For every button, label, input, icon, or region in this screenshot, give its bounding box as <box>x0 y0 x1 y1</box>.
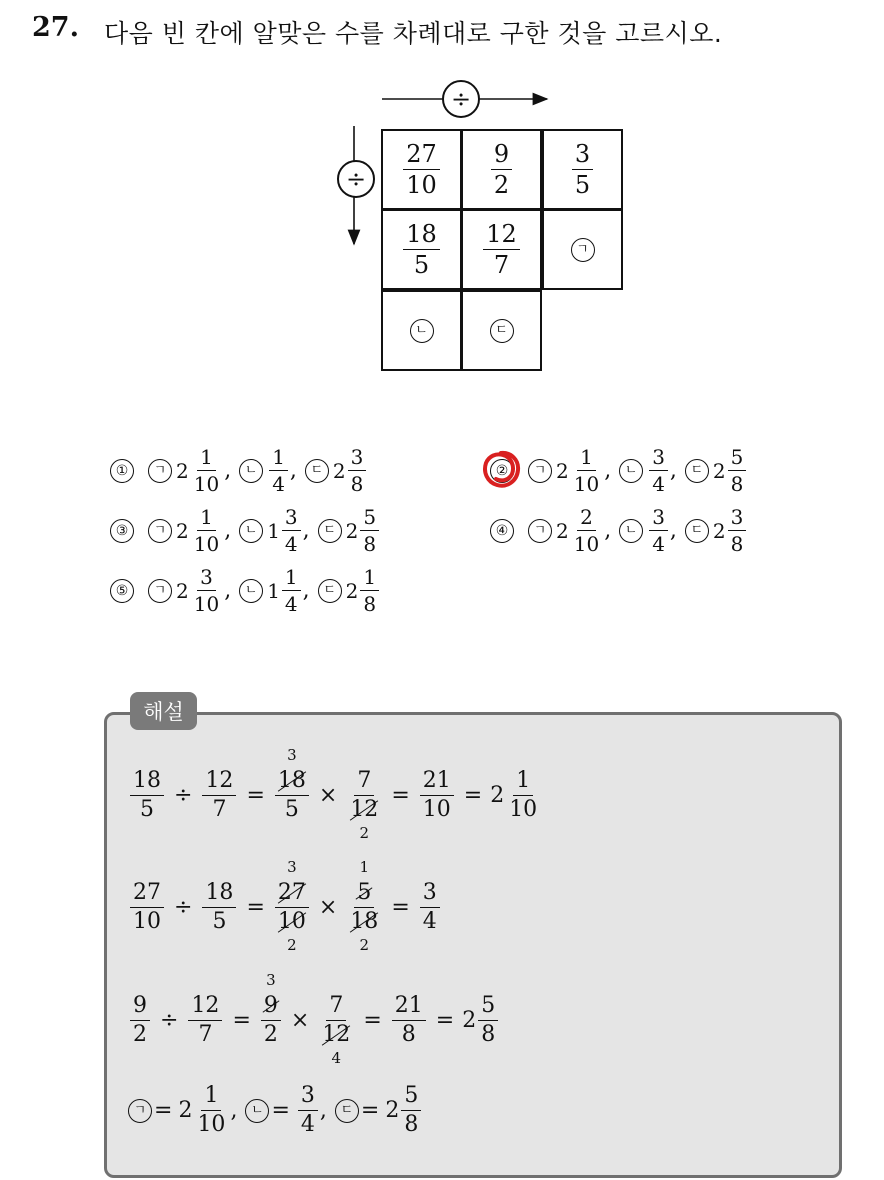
blank-label: ㄱ <box>528 519 552 543</box>
cell-r1c3: $\frac{3}{5}$ <box>542 129 623 210</box>
solution-label: 해설 <box>130 692 197 730</box>
option-number: ① <box>110 459 134 483</box>
solution-line-3: $\frac{9}{2}$ ÷ $\frac{12}{7}$ = 3 9 2 × 7 12 4 = $\frac{21}{8}$ = 2 $\frac{5}{8}$ <box>128 995 500 1046</box>
cell-blank-c <box>461 290 542 371</box>
blank-label: ㄷ <box>318 579 342 603</box>
option-5[interactable]: ⑤ ㄱ 2 $\frac{3}{10}$ , ㄴ 1 $\frac{1}{4}$ , ㄷ 2 $\frac{1}{8}$ <box>110 567 381 614</box>
blank-label: ㄷ <box>685 519 709 543</box>
option-2[interactable]: ② ㄱ 2 $\frac{1}{10}$ , ㄴ $\frac{3}{4}$ , ㄷ 2 $\frac{5}{8}$ <box>490 447 748 494</box>
blank-label: ㄴ <box>619 459 643 483</box>
cell-r1c1: $\frac{27}{10}$ <box>381 129 462 210</box>
solution-line-2: $\frac{27}{10}$ ÷ $\frac{18}{5}$ = 3 27 10 2 × 1 5 18 2 = $\frac{3}{4}$ <box>128 882 442 933</box>
blank-label: ㄷ <box>318 519 342 543</box>
solution-line-1: $\frac{18}{5}$ ÷ $\frac{12}{7}$ = 3 18 5 × 7 12 2 = $\frac{21}{10}$ = 2 $\frac{1}{10}$ <box>128 770 542 821</box>
mixed-number: 2 $\frac{5}{8}$ <box>346 507 381 554</box>
solution-final: ㄱ = 2 $\frac{1}{10}$ , ㄴ = $\frac{3}{4}$ , ㄷ = 2 $\frac{5}{8}$ <box>128 1085 423 1136</box>
mixed-number: 1 $\frac{1}{4}$ <box>267 567 302 614</box>
option-number: ④ <box>490 519 514 543</box>
option-number: ⑤ <box>110 579 134 603</box>
blank-label: ㄱ <box>528 459 552 483</box>
option-3[interactable]: ③ ㄱ 2 $\frac{1}{10}$ , ㄴ 1 $\frac{3}{4}$ , ㄷ 2 $\frac{5}{8}$ <box>110 507 381 554</box>
mixed-number: 2 $\frac{3}{10}$ <box>176 565 220 616</box>
blank-b-label: ㄴ <box>410 319 434 343</box>
question-number: 27. <box>32 12 79 43</box>
mixed-number: 2 $\frac{3}{8}$ <box>333 447 368 494</box>
blank-label: ㄴ <box>239 459 263 483</box>
option-number: ② <box>490 459 514 483</box>
blank-label: ㄴ <box>239 579 263 603</box>
horizontal-divide-icon: ÷ <box>442 80 480 118</box>
blank-label: ㄷ <box>305 459 329 483</box>
option-1[interactable]: ① ㄱ 2 $\frac{1}{10}$ , ㄴ $\frac{1}{4}$ , ㄷ 2 $\frac{3}{8}$ <box>110 447 368 494</box>
cell-blank-a <box>542 209 623 290</box>
cell-blank-b <box>381 290 462 371</box>
blank-label: ㄷ <box>685 459 709 483</box>
blank-a-label: ㄱ <box>571 238 595 262</box>
cell-r2c1: $\frac{18}{5}$ <box>381 209 462 290</box>
cell-r1c2: $\frac{9}{2}$ <box>461 129 542 210</box>
blank-c-label: ㄷ <box>490 319 514 343</box>
vertical-divide-icon: ÷ <box>337 160 375 198</box>
blank-label: ㄱ <box>148 579 172 603</box>
question-text: 다음 빈 칸에 알맞은 수를 차례대로 구한 것을 고르시오. <box>104 19 723 48</box>
mixed-number: $\frac{1}{4}$ <box>267 447 290 494</box>
blank-label: ㄴ <box>239 519 263 543</box>
blank-label: ㄱ <box>148 519 172 543</box>
mixed-number: 2 $\frac{1}{8}$ <box>346 567 381 614</box>
mixed-number: 1 $\frac{3}{4}$ <box>267 507 302 554</box>
mixed-number: 2 $\frac{5}{8}$ <box>713 447 748 494</box>
mixed-number: 2 $\frac{2}{10}$ <box>556 505 600 556</box>
division-grid-diagram <box>336 78 636 378</box>
mixed-number: 2 $\frac{1}{10}$ <box>556 445 600 496</box>
cell-r2c2: $\frac{12}{7}$ <box>461 209 542 290</box>
blank-label: ㄴ <box>619 519 643 543</box>
answer-marker-icon <box>478 447 524 493</box>
option-number: ③ <box>110 519 134 543</box>
option-4[interactable]: ④ ㄱ 2 $\frac{2}{10}$ , ㄴ $\frac{3}{4}$ , ㄷ 2 $\frac{3}{8}$ <box>490 507 748 554</box>
blank-label: ㄱ <box>148 459 172 483</box>
mixed-number: $\frac{3}{4}$ <box>647 507 670 554</box>
mixed-number: 2 $\frac{1}{10}$ <box>176 445 220 496</box>
mixed-number: $\frac{3}{4}$ <box>647 447 670 494</box>
mixed-number: 2 $\frac{3}{8}$ <box>713 507 748 554</box>
mixed-number: 2 $\frac{1}{10}$ <box>176 505 220 556</box>
